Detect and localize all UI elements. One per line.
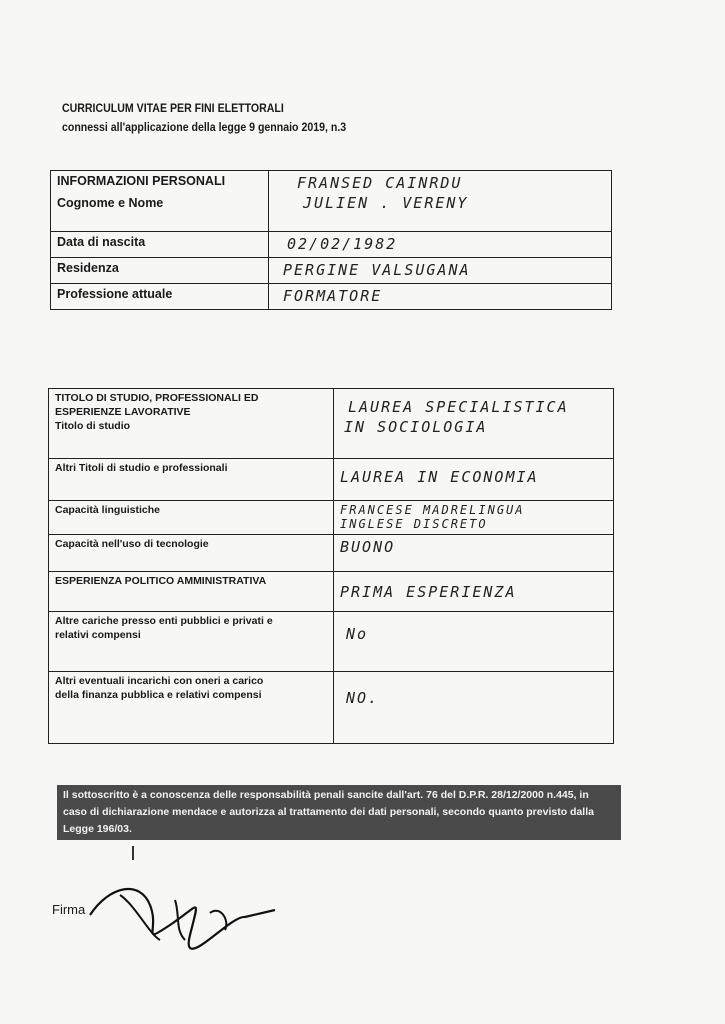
header-subtitle: connessi all'applicazione della legge 9 gennaio 2019, n.3 [62,122,347,134]
studies-title-sub: Titolo di studio [55,420,131,432]
studies-title-value-cell [334,389,614,459]
offices-label-cell [49,612,334,672]
studies-title-value-2: IN SOCIOLOGIA [344,418,488,436]
signature-label: Firma [52,902,86,917]
mark-line [132,846,134,860]
political-experience-value: PRIMA ESPERIENZA [334,572,614,612]
profession-label: Professione attuale [51,284,269,310]
offices-label-1: Altre cariche presso enti pubblici e privati e [55,615,273,627]
personal-section-title: INFORMAZIONI PERSONALI [57,174,226,188]
residence-label: Residenza [51,258,269,284]
duties-label-2: della finanza pubblica e relativi compensi [55,689,262,701]
technology-label: Capacità nell'uso di tecnologie [49,535,334,572]
profession-value: FORMATORE [269,284,612,310]
name-value-2: JULIEN . VERENY [303,194,469,212]
other-titles-label: Altri Titoli di studio e professionali [49,459,334,501]
studies-title-value-1: LAUREA SPECIALISTICA [348,398,569,416]
handwritten-signature [80,875,280,955]
political-experience-label: ESPERIENZA POLITICO AMMINISTRATIVA [49,572,334,612]
residence-value: PERGINE VALSUGANA [269,258,612,284]
birth-value: 02/02/1982 [269,232,612,258]
other-titles-value: LAUREA IN ECONOMIA [334,459,614,501]
studies-table [48,388,614,744]
duties-label-cell [49,672,334,744]
offices-label-2: relativi compensi [55,629,141,641]
languages-value-cell [334,501,614,535]
duties-label-1: Altri eventuali incarichi con oneri a carico [55,675,264,687]
duties-value: NO. [334,672,614,744]
document-header [62,100,346,138]
languages-value-1: FRANCESE MADRELINGUA [340,503,525,517]
name-label: Cognome e Nome [57,196,164,210]
studies-title-line2: ESPERIENZE LAVORATIVE [55,406,191,418]
legal-notice: Il sottoscritto è a conoscenza delle responsabilità penali sancite dall'art. 76 del D.P.R. 28/12/2000 n.445, in caso di dichiarazione mendace e autorizza al trattamento dei dati personali, secondo quanto previsto dalla Legge 196/03. [57,785,621,840]
birth-label: Data di nascita [51,232,269,258]
languages-value-2: INGLESE DISCRETO [340,517,488,531]
technology-value: BUONO [334,535,614,572]
offices-value: No [334,612,614,672]
header-title: CURRICULUM VITAE PER FINI ELETTORALI [62,103,284,115]
studies-title-line1: TITOLO DI STUDIO, PROFESSIONALI ED [55,392,259,404]
personal-section-cell [51,171,269,232]
languages-label: Capacità linguistiche [49,501,334,535]
name-value-1: FRANSED CAINRDU [297,174,463,192]
studies-title-cell [49,389,334,459]
name-value-cell [269,171,612,232]
personal-info-table [50,170,612,310]
